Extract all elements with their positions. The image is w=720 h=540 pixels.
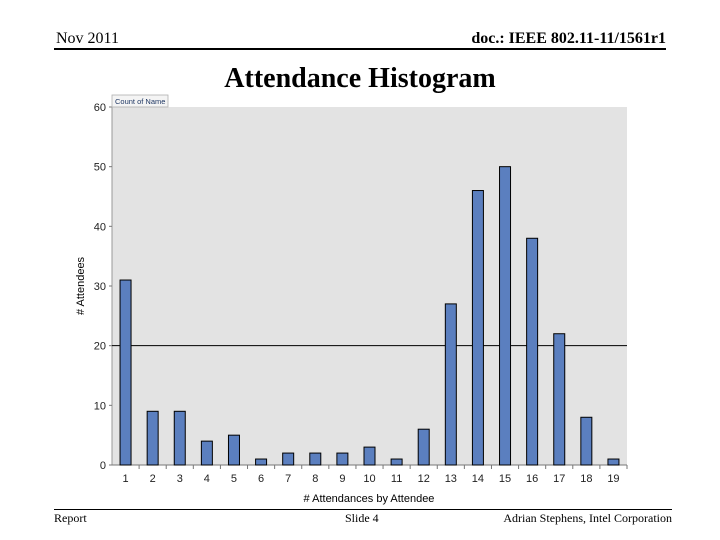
x-tick-label: 15 <box>498 473 512 485</box>
bar-17 <box>554 334 565 465</box>
header-doc-id: doc.: IEEE 802.11-11/1561r1 <box>471 30 666 47</box>
field-button-label: Count of Name <box>115 97 166 106</box>
y-tick-label: 60 <box>93 102 106 114</box>
y-tick-label: 40 <box>93 221 106 234</box>
x-tick-label: 10 <box>363 473 376 485</box>
footer-rule <box>54 509 672 510</box>
y-tick-label: 50 <box>93 161 106 174</box>
x-tick-label: 7 <box>285 473 292 485</box>
slide-title: Attendance Histogram <box>224 63 496 94</box>
x-tick-label: 4 <box>203 473 210 485</box>
x-tick-label: 3 <box>176 473 183 485</box>
bar-5 <box>228 435 239 465</box>
footer-slide-number: Slide 4 <box>345 511 379 525</box>
bar-11 <box>391 459 402 465</box>
bar-2 <box>147 411 158 465</box>
bar-19 <box>608 459 619 465</box>
x-tick-label: 2 <box>149 473 156 485</box>
x-axis-title: # Attendances by Attendee <box>303 493 435 505</box>
chart-container <box>70 94 640 510</box>
x-tick-label: 18 <box>580 473 593 485</box>
attendance-histogram-chart <box>70 94 640 510</box>
y-tick-label: 0 <box>99 460 106 472</box>
x-tick-label: 6 <box>258 473 265 485</box>
bar-7 <box>283 453 294 465</box>
header-date: Nov 2011 <box>56 30 119 47</box>
bar-4 <box>201 441 212 465</box>
bar-18 <box>581 417 592 465</box>
bar-13 <box>445 304 456 465</box>
plot-area <box>112 107 627 465</box>
y-tick-label: 20 <box>93 340 106 353</box>
x-tick-label: 11 <box>390 473 403 485</box>
x-tick-label: 8 <box>312 473 319 485</box>
bar-6 <box>256 459 267 465</box>
bar-15 <box>500 167 511 465</box>
bar-14 <box>472 191 483 465</box>
y-tick-label: 30 <box>93 281 106 293</box>
footer-left: Report <box>54 511 87 525</box>
y-axis-title: # Attendees <box>75 256 87 316</box>
y-tick-label: 10 <box>93 400 106 413</box>
x-tick-label: 1 <box>122 473 129 485</box>
x-tick-label: 19 <box>607 473 620 485</box>
x-tick-label: 16 <box>526 473 539 485</box>
x-tick-label: 5 <box>230 473 238 485</box>
header-rule <box>54 48 666 50</box>
bar-3 <box>174 411 185 465</box>
bar-9 <box>337 453 348 465</box>
bar-1 <box>120 280 131 465</box>
x-tick-label: 14 <box>471 473 485 485</box>
bar-12 <box>418 429 429 465</box>
bar-8 <box>310 453 321 465</box>
x-tick-label: 13 <box>444 473 457 485</box>
x-tick-label: 9 <box>339 473 346 485</box>
x-tick-label: 17 <box>553 473 566 485</box>
bar-16 <box>527 238 538 465</box>
footer-author: Adrian Stephens, Intel Corporation <box>503 511 672 525</box>
x-tick-label: 12 <box>417 473 430 485</box>
bar-10 <box>364 447 375 465</box>
